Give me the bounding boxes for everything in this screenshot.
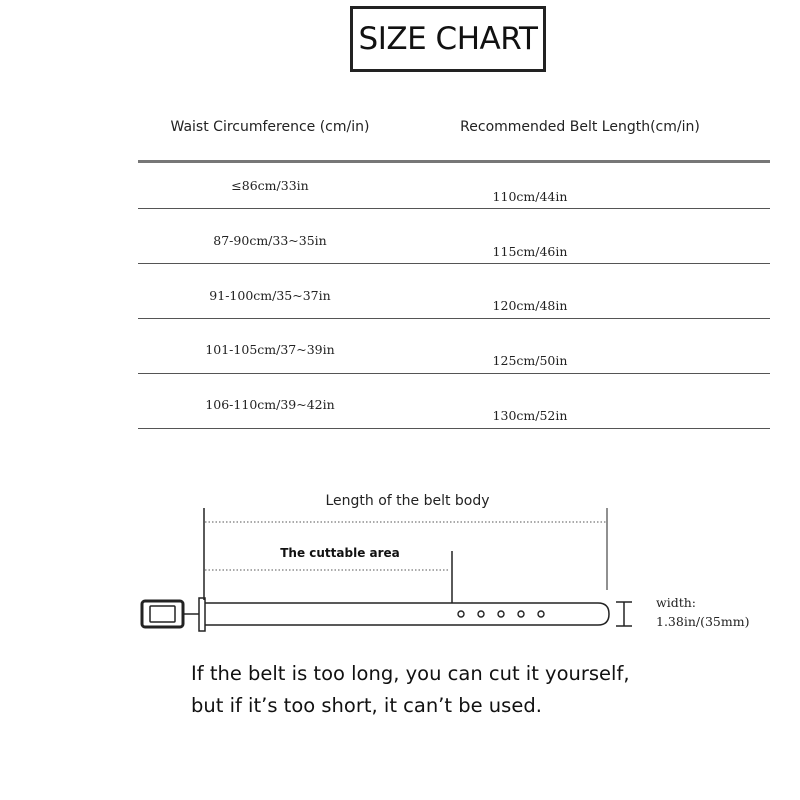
row-divider xyxy=(138,263,770,264)
row-divider xyxy=(138,208,770,209)
row-1-waist: ≤86cm/33in xyxy=(231,178,309,193)
belt-hole xyxy=(458,611,464,617)
row-2-length: 115cm/46in xyxy=(492,244,568,259)
row-divider xyxy=(138,373,770,374)
width-caption: width: xyxy=(656,595,696,610)
belt-hole xyxy=(498,611,504,617)
row-5-length: 130cm/52in xyxy=(492,408,568,423)
note-line-2: but if it’s too short, it can’t be used. xyxy=(191,694,542,717)
width-value: 1.38in/(35mm) xyxy=(656,614,750,629)
note-line-1: If the belt is too long, you can cut it yourself, xyxy=(191,662,630,685)
buckle-inner xyxy=(150,606,175,622)
buckle-frame xyxy=(142,601,183,627)
waist-column-header: Waist Circumference (cm/in) xyxy=(170,119,370,135)
belt-hole xyxy=(478,611,484,617)
row-divider xyxy=(138,318,770,319)
belt-body-length-label: Length of the belt body xyxy=(325,493,490,509)
belt-hole xyxy=(538,611,544,617)
length-column-header: Recommended Belt Length(cm/in) xyxy=(460,119,700,135)
row-4-waist: 101-105cm/37~39in xyxy=(205,342,335,357)
cutting-note xyxy=(191,658,630,722)
row-5-waist: 106-110cm/39~42in xyxy=(205,397,335,412)
header-divider xyxy=(138,160,770,163)
size-chart-title: SIZE CHART xyxy=(350,6,546,72)
row-2-waist: 87-90cm/33~35in xyxy=(213,233,327,248)
belt-width-label xyxy=(656,593,749,631)
row-3-length: 120cm/48in xyxy=(492,298,568,313)
belt-strap xyxy=(205,603,609,625)
belt-keeper xyxy=(199,598,205,631)
row-divider xyxy=(138,428,770,429)
row-1-length: 110cm/44in xyxy=(492,189,568,204)
cuttable-area-label: The cuttable area xyxy=(280,546,400,560)
belt-hole xyxy=(518,611,524,617)
row-4-length: 125cm/50in xyxy=(492,353,568,368)
row-3-waist: 91-100cm/35~37in xyxy=(209,288,331,303)
